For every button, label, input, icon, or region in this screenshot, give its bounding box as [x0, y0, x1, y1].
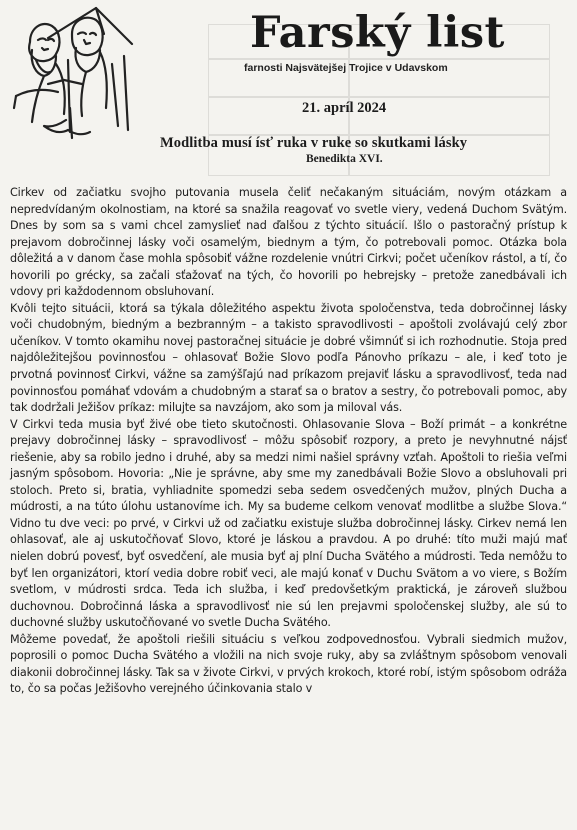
masthead-title: Farský list: [250, 8, 505, 58]
article-headline: Modlitba musí ísť ruka v ruke so skutkami lásky: [160, 135, 468, 151]
article-paragraph: Kvôli tejto situácii, ktorá sa týkala dôležitého aspektu života spoločenstva, teda dobročinnej lásky voči chudobným, biedným a bezbranným – a takisto spravodlivosti – apoštoli zvolávajú celý zbor učeníkov. V tomto okamihu novej pastoračnej situácie je dobré všimnúť si ich rozhodnutie. Stoja pred najdôležitejšou povinnosťou – ohlasovať Božie Slovo podľa Pánovho príkazu – ale, i keď toto je prvotná povinnosť Cirkvi, vážne sa zamýšľajú nad príkazom prejaviť lásku a spravodlivosť, teda nad povinnosťou pomáhať vdovám a chudobným a starať sa o bratov a sestry, čo potrebovali pomoc, aby tak dodržali Ježišov príkaz: milujte sa navzájom, ako som ja miloval vás.: [10, 301, 567, 415]
article-paragraph: Môžeme povedať, že apoštoli riešili situáciu s veľkou zodpovednosťou. Vybrali siedmich mužov, poprosili o pomoc Ducha Svätého a vložili na nich svoje ruky, aby sa zvláštnym spôsobom venovali diakonii dobročinnej lásky. Tak sa v živote Cirkvi, v prvých krokoch, ktoré robí, istým spôsobom odráža to, čo sa počas Ježišovho verejného účinkovania stalo v: [10, 632, 567, 696]
article-paragraph: Cirkev od začiatku svojho putovania musela čeliť nečakaným situáciám, novým otázkam a nepredvídaným okolnostiam, na ktoré sa snažila reagovať vo svetle viery, vedená Duchom Svätým. Dnes by som sa s vami chcel zamyslieť nad ďalšou z týchto situácií. Išlo o pastoračný prístup k prejavom dobročinnej lásky voči osamelým, biednym a tým, čo potrebovali pomoc. Otázka bola dôležitá a v danom čase mohla spôsobiť vážne rozdelenie vnútri Cirkvi; počet učeníkov rástol, a tí, čo hovorili po grécky, sa začali sťažovať na tých, čo hovorili po hebrejsky – pretože zanedbávali ich vdovy pri každodennom obsluhovaní.: [10, 186, 567, 299]
article-author: Benedikta XVI.: [306, 153, 383, 165]
issue-date: 21. apríl 2024: [302, 100, 387, 116]
masthead-subtitle: farnosti Najsvätejšej Trojice v Udavskom: [244, 62, 448, 74]
parish-logo: [8, 4, 136, 142]
article-body: [10, 185, 567, 698]
article-paragraph: V Cirkvi teda musia byť živé obe tieto skutočnosti. Ohlasovanie Slova – Boží primát – a konkrétne prejavy dobročinnej lásky – spravodlivosť – môžu spôsobiť rozpory, a preto je nevyhnutné nájsť riešenie, aby sa robilo jedno i druhé, aby sa medzi nimi našiel správny vzťah. Apoštoli to riešia veľmi jasným spôsobom. Hovoria: „Nie je správne, aby sme my zanedbávali Božie Slovo a obsluhovali pri stoloch. Preto si, bratia, vyhliadnite spomedzi seba sedem osvedčených mužov, plných Ducha a múdrosti, a na túto úlohu ustanovíme ich. My sa budeme celkom venovať modlitbe a službe Slova.“ Vidno tu dve veci: po prvé, v Cirkvi už od začiatku existuje služba dobročinnej lásky. Cirkev nemá len ohlasovať, ale aj uskutočňovať Slovo, ktoré je láskou a pravdou. A po druhé: títo muži majú mať nielen dobrú povesť, byť osvedčení, ale musia byť aj plní Ducha Svätého a múdrosti. Teda nemôžu to byť len organizátori, ktorí vedia dobre robiť veci, ale majú konať v Duchu Svätom a vo viere, s Božím svetlom, v múdrosti srdca. Teda ich služba, i keď predovšetkým praktická, je zároveň službou duchovnou. Dobročinná láska a spravodlivosť nie sú len prejavmi spoločenskej služby, ale sú to duchovné služby uskutočňované vo svetle Ducha Svätého.: [10, 417, 567, 630]
